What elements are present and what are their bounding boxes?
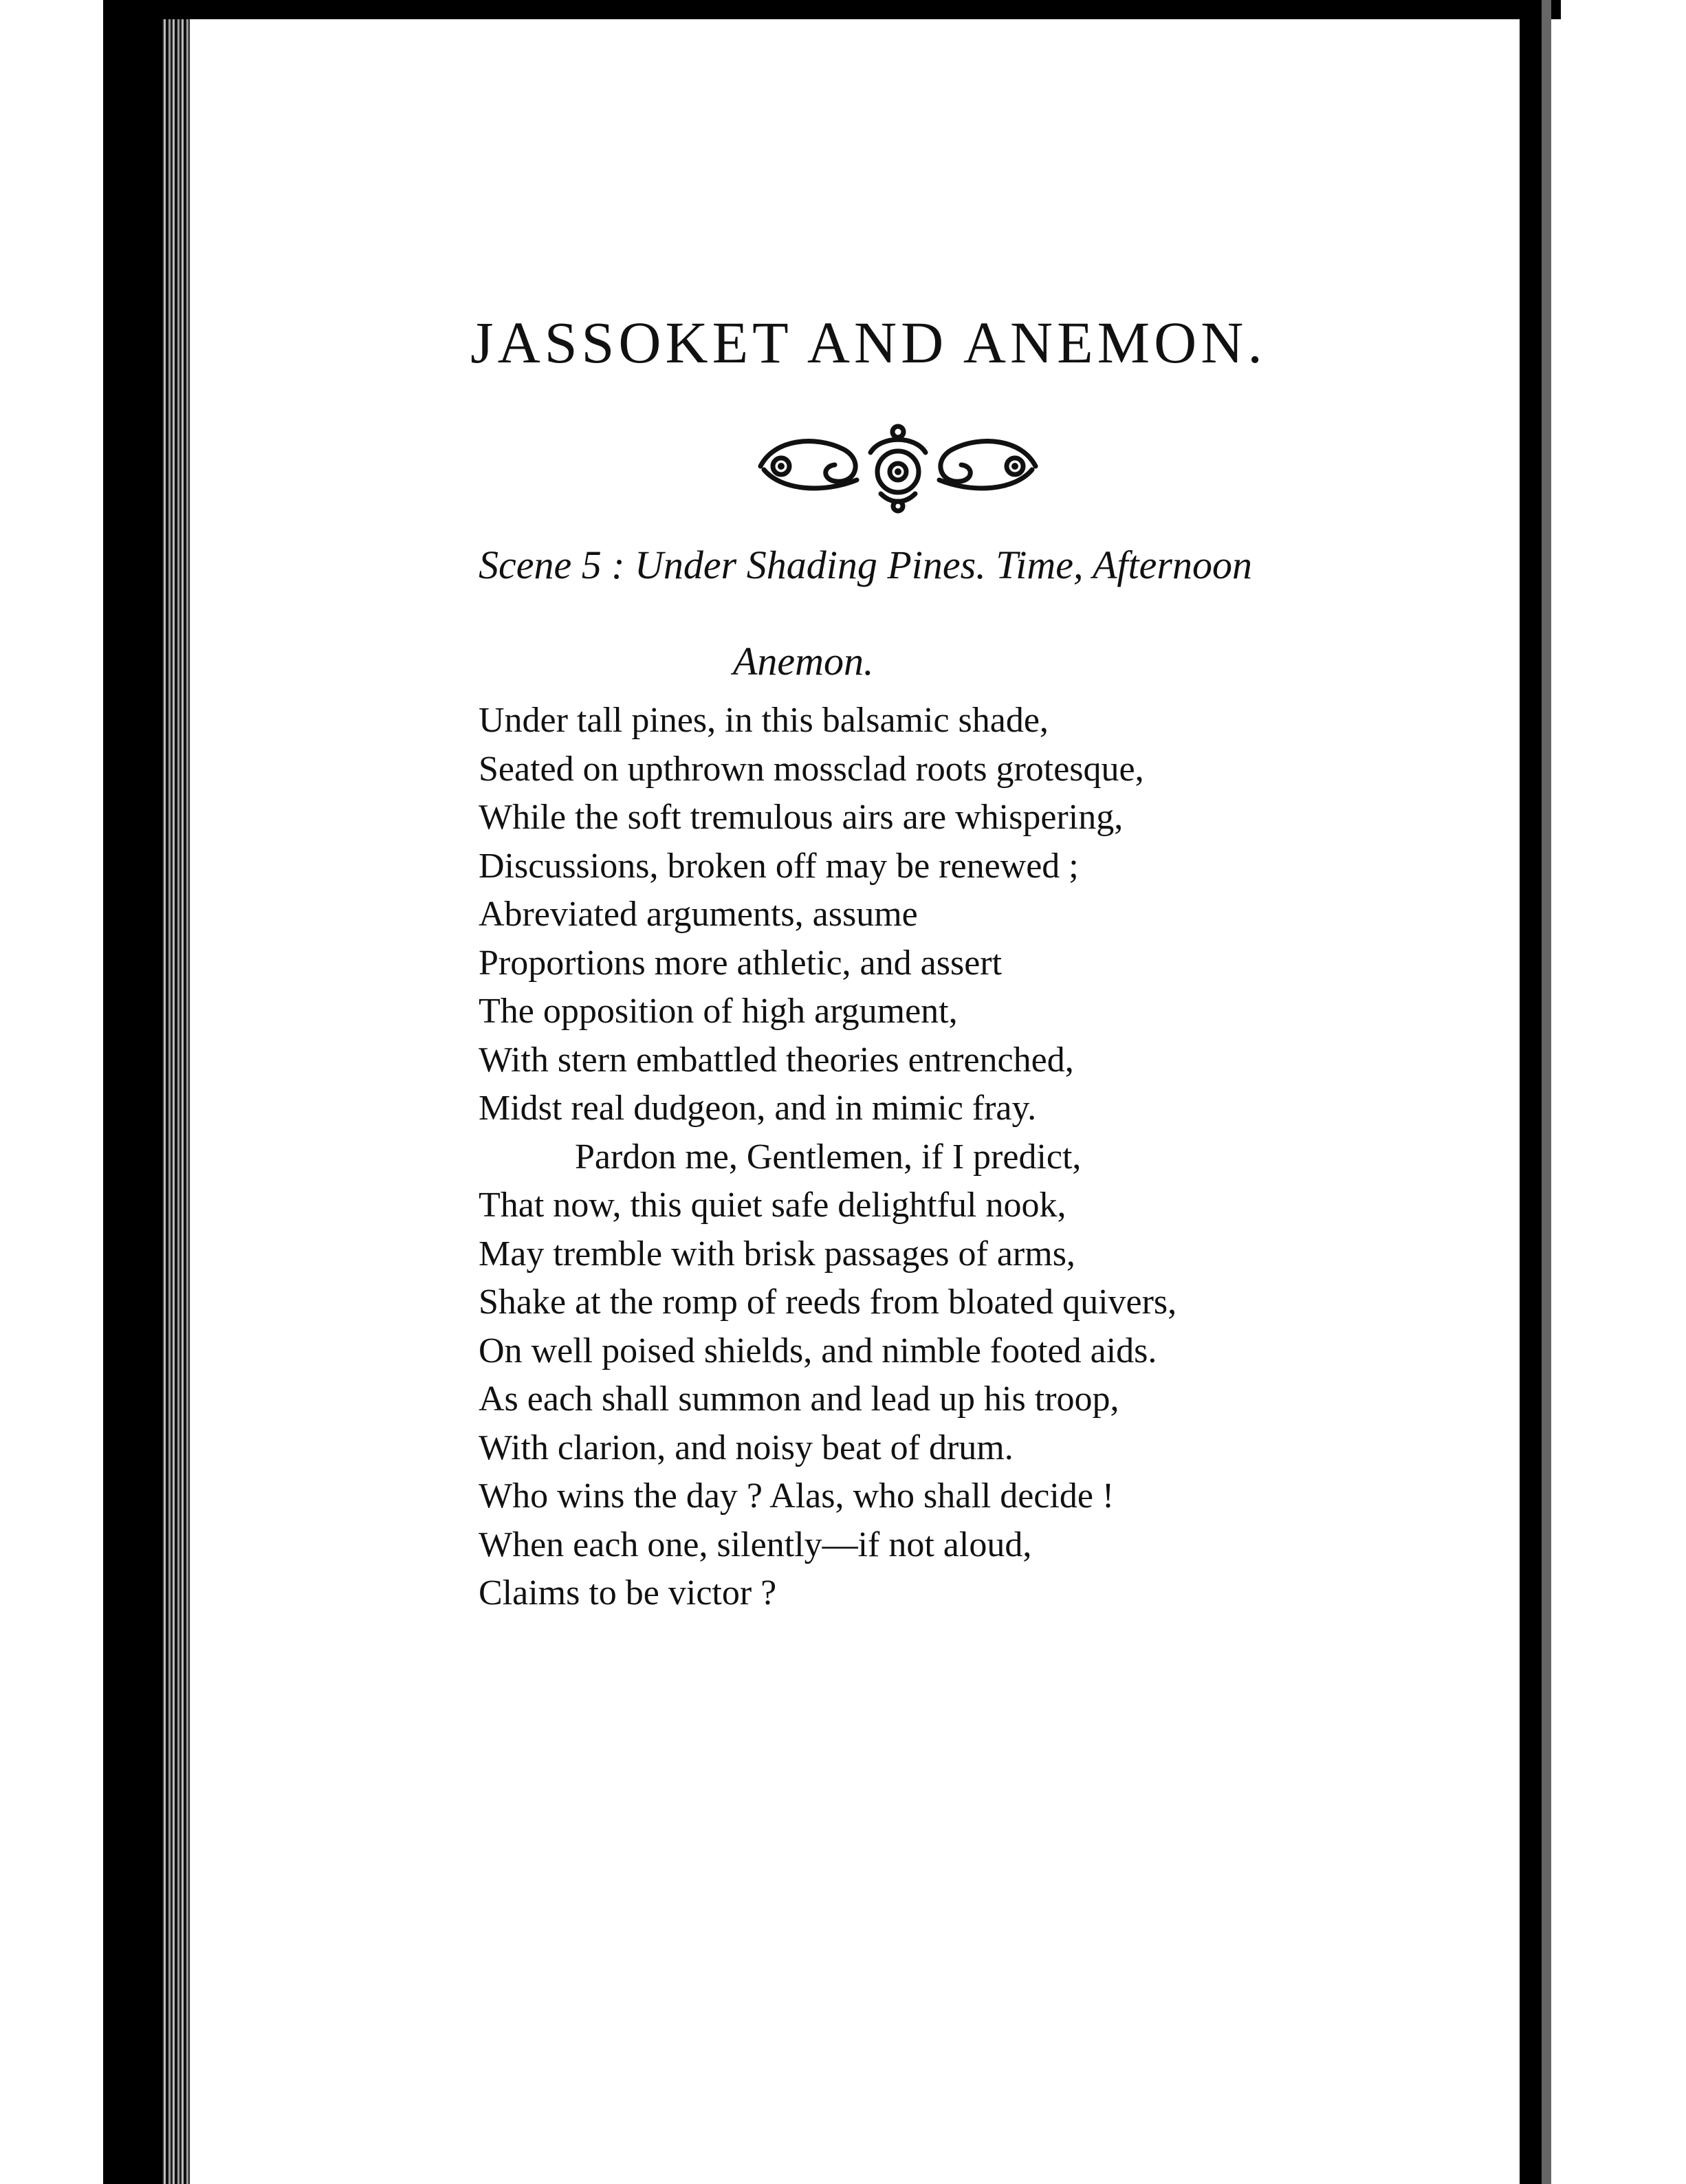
scene-heading: Scene 5 : Under Shading Pines. Time, Afternoon: [479, 543, 1252, 587]
poem-line: As each shall summon and lead up his troop,: [479, 1379, 1119, 1419]
poem-line: Midst real dudgeon, and in mimic fray.: [479, 1089, 1037, 1128]
poem-line: May tremble with brisk passages of arms,: [479, 1234, 1075, 1274]
poem-line: On well poised shields, and nimble footed aids.: [479, 1331, 1157, 1371]
poem-line: The opposition of high argument,: [479, 992, 958, 1031]
poem-line: Seated on upthrown mossclad roots grotesque,: [479, 749, 1144, 789]
poem-line: Proportions more athletic, and assert: [479, 943, 1003, 983]
poem-line: Claims to be victor ?: [479, 1573, 777, 1613]
poem-line: Shake at the romp of reeds from bloated quivers,: [479, 1282, 1177, 1322]
page-title: JASSOKET AND ANEMON.: [470, 309, 1267, 375]
scan-border-top: [103, 0, 1561, 19]
poem-line: While the soft tremulous airs are whispering,: [479, 798, 1124, 837]
poem-line: With clarion, and noisy beat of drum.: [479, 1428, 1014, 1467]
speaker-name: Anemon.: [733, 639, 874, 684]
poem-line: When each one, silently—if not aloud,: [479, 1525, 1032, 1564]
scan-border-right: [1520, 0, 1542, 2184]
poem-line: With stern embattled theories entrenched,: [479, 1040, 1074, 1080]
poem-text: [479, 697, 1176, 1618]
scan-border-left: [103, 0, 121, 2184]
poem-line: Under tall pines, in this balsamic shade,: [479, 701, 1049, 740]
book-spine-shadow: [121, 19, 162, 2184]
poem-line: Abreviated arguments, assume: [479, 895, 918, 934]
poem-line: Pardon me, Gentlemen, if I predict,: [575, 1137, 1082, 1177]
book-page: [190, 19, 1520, 2184]
scan-border-right-shadow: [1542, 0, 1551, 2184]
poem-line: That now, this quiet safe delightful nook,: [479, 1186, 1066, 1225]
scroll-ornament-icon: [754, 418, 1042, 514]
poem-line: Discussions, broken off may be renewed ;: [479, 846, 1079, 886]
poem-line: Who wins the day ? Alas, who shall decide !: [479, 1476, 1115, 1516]
